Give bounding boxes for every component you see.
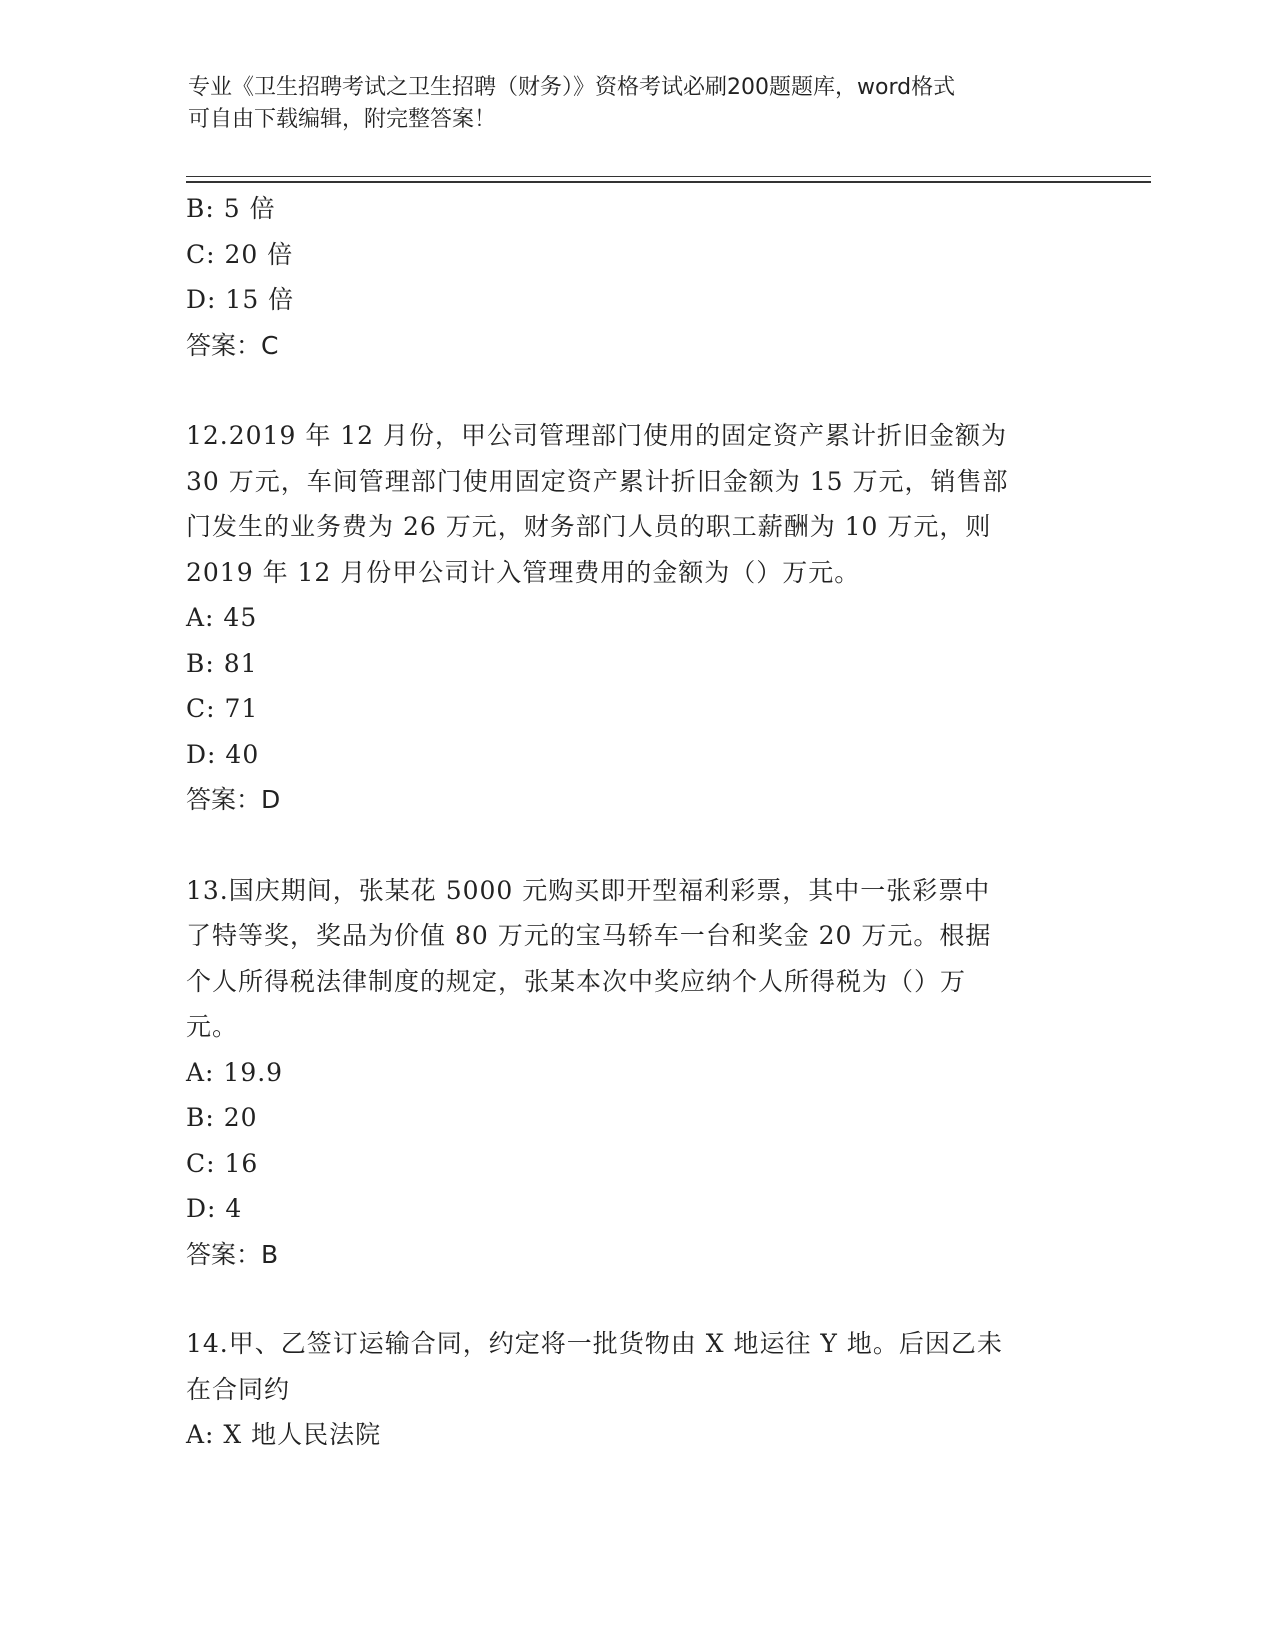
stem-line: 门发生的业务费为 26 万元，财务部门人员的职工薪酬为 10 万元，则 <box>186 512 992 541</box>
stem-line: 在合同约 <box>186 1374 291 1404</box>
option-b: B: 20 <box>186 1103 258 1132</box>
option-b: B: 81 <box>186 648 258 678</box>
question-stem <box>186 413 1086 595</box>
question-stem <box>186 1321 1086 1412</box>
stem-line: 13.国庆期间，张某花 5000 元购买即开型福利彩票，其中一张彩票中 <box>186 875 991 905</box>
stem-line: 个人所得税法律制度的规定，张某本次中奖应纳个人所得税为（）万 <box>186 966 967 996</box>
header-divider-thick <box>186 181 1151 183</box>
option-c: C: 16 <box>186 1148 259 1178</box>
question-stem <box>186 868 1086 1050</box>
answer-line: 答案：B <box>186 1239 279 1269</box>
header-title-line-1: 专业《卫生招聘考试之卫生招聘（财务）》资格考试必刷200题题库，word格式 <box>188 75 956 100</box>
spacer <box>186 1277 1086 1321</box>
question-11 <box>186 186 1086 368</box>
question-14 <box>186 1321 1086 1458</box>
stem-line: 12.2019 年 12 月份，甲公司管理部门使用的固定资产累计折旧金额为 <box>186 421 1008 450</box>
stem-line: 了特等奖，奖品为价值 80 万元的宝马轿车一台和奖金 20 万元。根据 <box>186 921 992 950</box>
answer-line: 答案：D <box>186 785 281 814</box>
option-d: D: 40 <box>186 739 260 769</box>
stem-line: 元。 <box>186 1012 239 1041</box>
question-list <box>186 186 1086 1458</box>
question-13 <box>186 868 1086 1278</box>
option-a: A: 45 <box>186 603 258 632</box>
answer-line: 答案：C <box>186 330 279 360</box>
spacer <box>186 823 1086 868</box>
option-b: B: 5 倍 <box>186 194 276 223</box>
spacer <box>186 368 1086 413</box>
option-a: A: 19.9 <box>186 1057 284 1087</box>
option-c: C: 20 倍 <box>186 239 294 269</box>
stem-line: 2019 年 12 月份甲公司计入管理费用的金额为（）万元。 <box>186 557 861 587</box>
stem-line: 30 万元，车间管理部门使用固定资产累计折旧金额为 15 万元，销售部 <box>186 466 1009 496</box>
header-title-line-2: 可自由下载编辑，附完整答案！ <box>188 107 497 132</box>
stem-line: 14.甲、乙签订运输合同，约定将一批货物由 X 地运往 Y 地。后因乙未 <box>186 1329 1003 1358</box>
option-a: A: X 地人民法院 <box>186 1420 382 1449</box>
question-12 <box>186 413 1086 823</box>
option-d: D: 15 倍 <box>186 285 295 314</box>
document-header <box>188 72 1068 136</box>
option-c: C: 71 <box>186 694 259 723</box>
header-divider-thin <box>186 176 1151 177</box>
option-d: D: 4 <box>186 1194 243 1223</box>
